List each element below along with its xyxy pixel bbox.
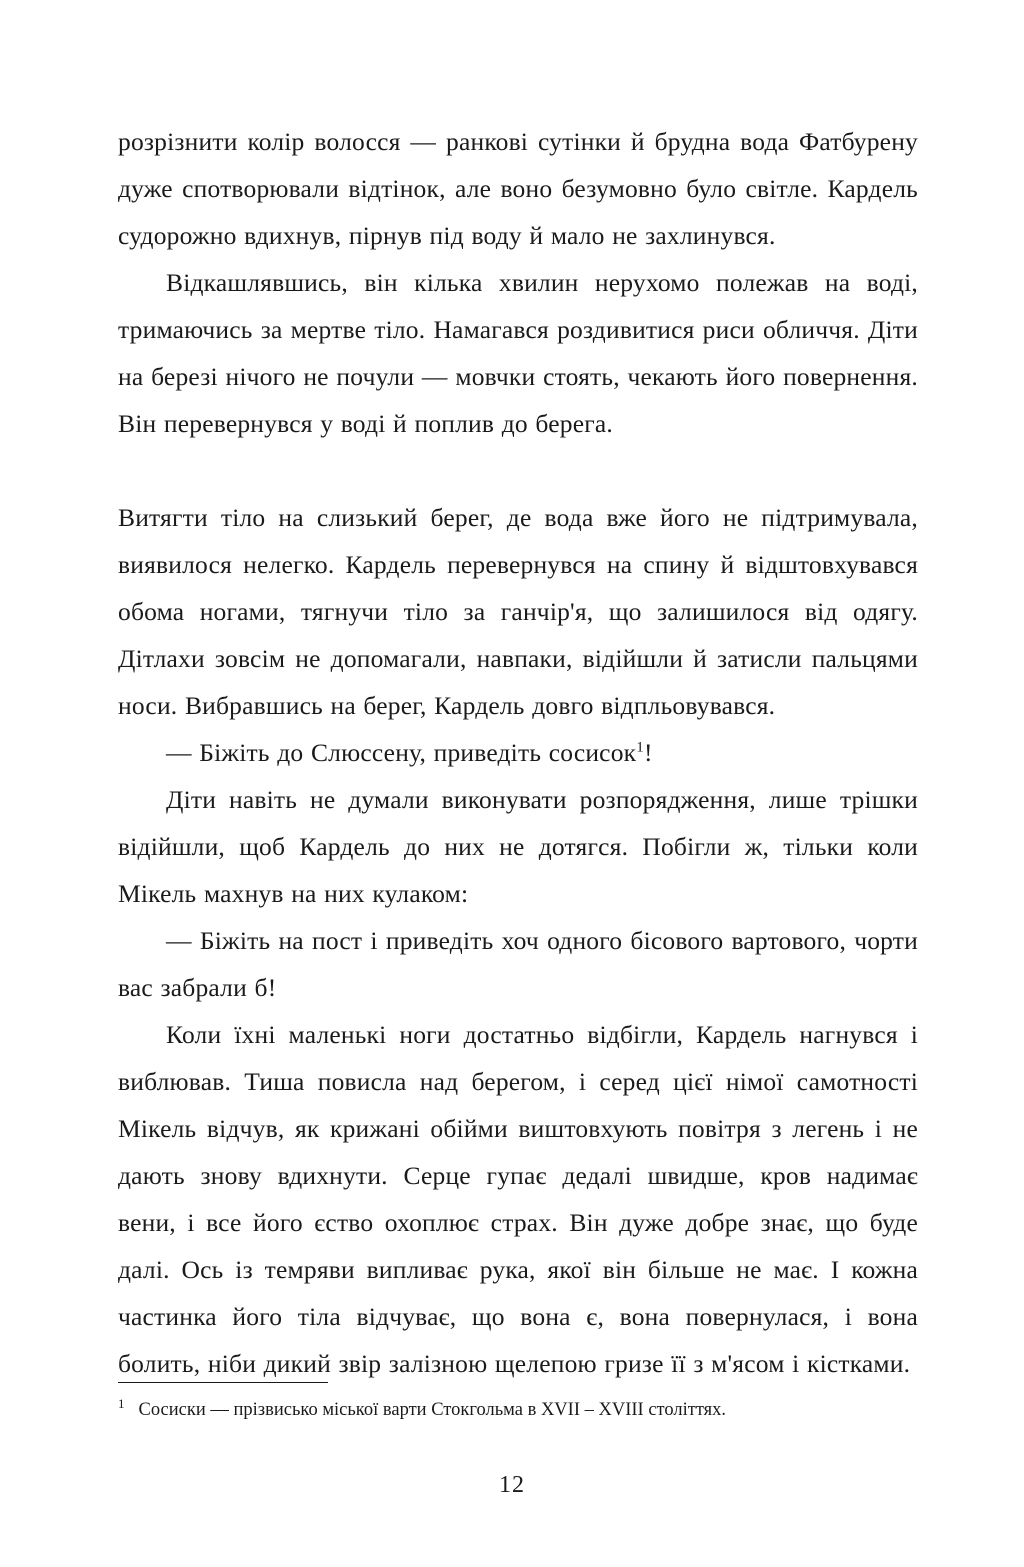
footnote [118,1395,918,1426]
paragraph-text: — Біжіть до Слюссену, приведіть сосисок [166,738,637,767]
paragraph: — Біжіть на пост і приведіть хоч одного бісового вартового, чорти вас забрали б! [118,926,918,1002]
footnote-separator-rule [118,1382,328,1383]
footnote-area [118,1382,918,1426]
paragraph: Відкашлявшись, він кілька хвилин нерухомо полежав на воді, тримаючись за мертве тіло. Намагався роздивитися риси обличчя. Діти на березі нічого не почули — мовчки стоять, чекають його повернення. Він перевернувся у воді й поплив до берега. [118,268,918,438]
footnote-text: Сосиски — прізвисько міської варти Стокгольма в XVII – XVIII століттях. [138,1400,727,1420]
page-number: 12 [499,1472,525,1498]
paragraph: Коли їхні маленькі ноги достатньо відбігли, Кардель нагнувся і виблював. Тиша повисла над берегом, і серед цієї німої самотності Мікель відчув, як крижані обійми виштовхують повітря з легень і не дають знову вдихнути. Серце гупає дедалі швидше, кров надимає вени, і все його єство охоплює страх. Він дуже добре знає, що буде далі. Ось із темряви випливає рука, якої він більше не має. І кожна частинка його тіла відчуває, що вона є, вона повернулася, і вона болить, ніби дикий звір залізною щелепою гризе її з м'ясом і кістками. [118,1020,918,1378]
paragraph: Діти навіть не думали виконувати розпорядження, лише трішки відійшли, щоб Кардель до них не дотягся. Побігли ж, тільки коли Мікель махнув на них кулаком: [118,785,918,908]
paragraph-text-tail: ! [643,738,653,767]
paragraph-with-footnote [118,729,918,776]
paragraph: Витягти тіло на слизький берег, де вода вже його не підтримувала, виявилося нелегко. Кардель перевернувся на спину й відштовхувався обома ногами, тягнучи тіло за ганчір'я, що залишилося від одягу. Дітлахи зовсім не допомагали, навпаки, відійшли й затисли пальцями носи. Вибравшись на берег, Кардель довго відпльовувався. [118,503,918,720]
footnote-marker: 1 [118,1395,125,1411]
paragraph: розрізнити колір волосся — ранкові сутінки й брудна вода Фатбурену дуже спотворювали відтінок, але воно безумовно було світле. Кардель судорожно вдихнув, пірнув під воду й мало не захлинувся. [118,127,918,250]
page-textblock [118,118,918,1387]
footnote-reference-marker[interactable]: 1 [636,739,644,756]
paragraph-spacer [118,447,918,494]
